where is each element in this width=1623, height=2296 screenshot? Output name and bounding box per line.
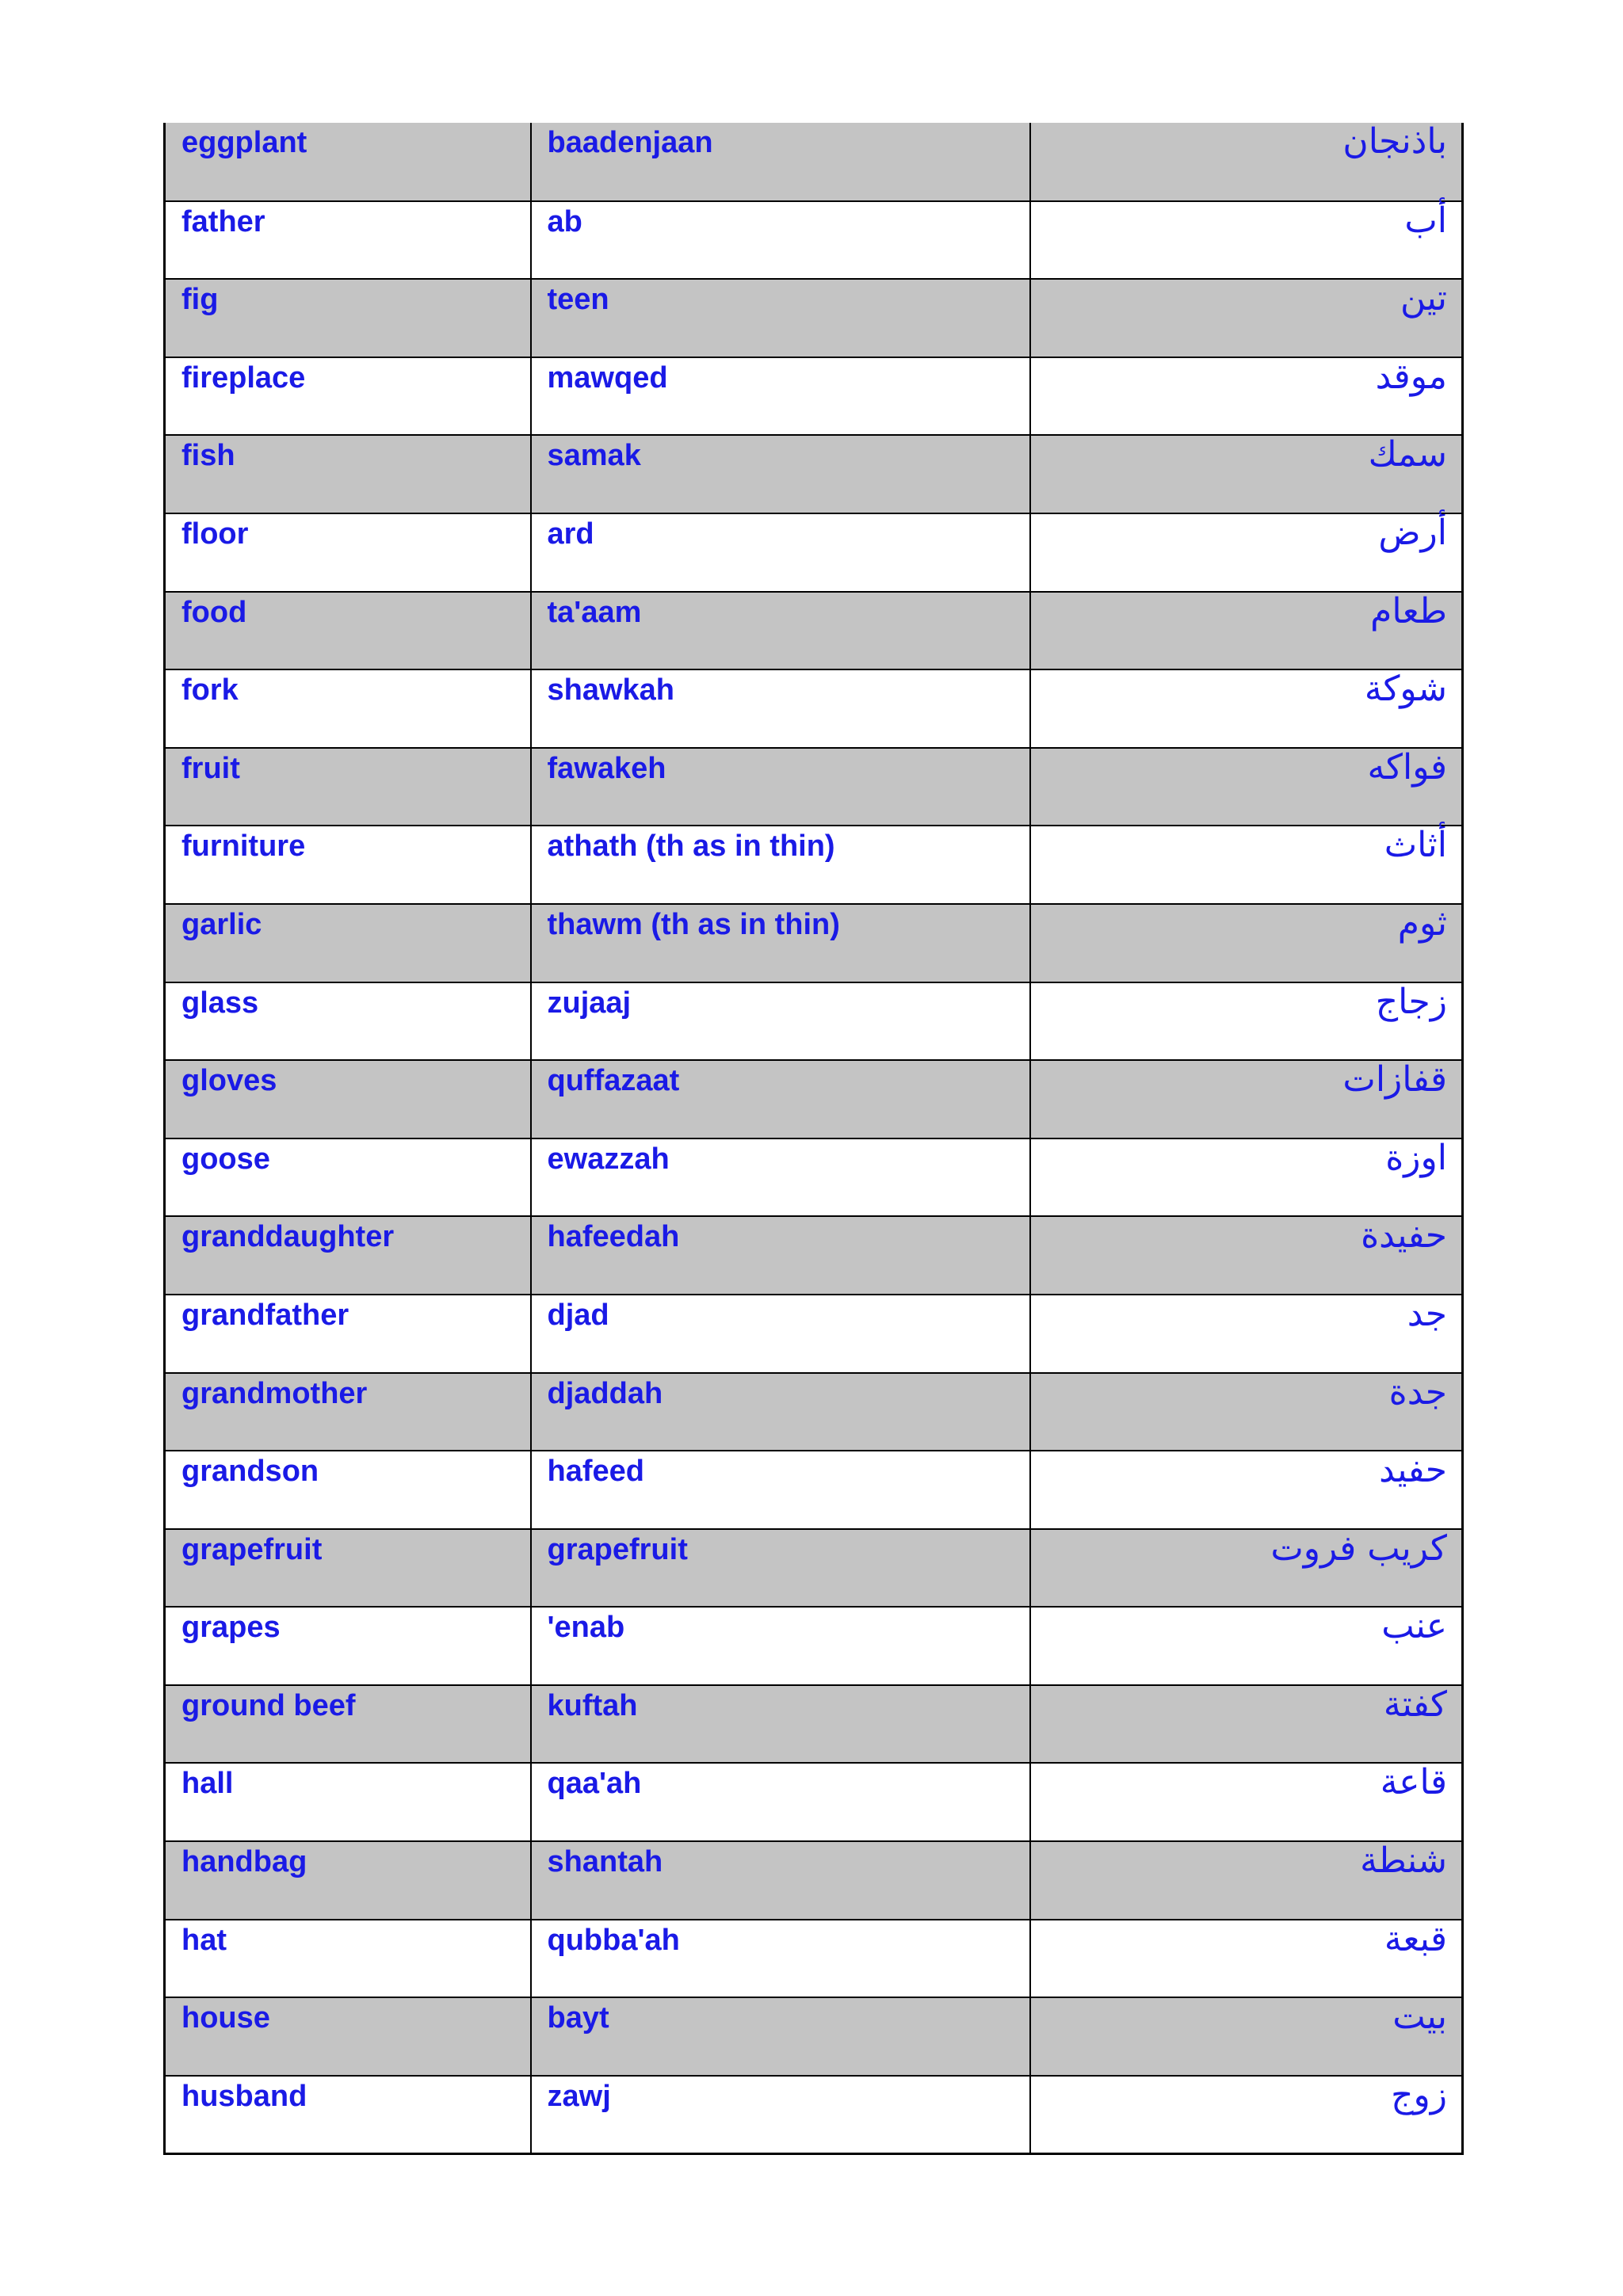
arabic-cell xyxy=(1030,1138,1463,1217)
arabic-word: موقد xyxy=(1375,356,1447,397)
english-cell xyxy=(165,748,531,826)
arabic-word: كريب فروت xyxy=(1270,1527,1447,1569)
english-word: grandfather xyxy=(181,1298,349,1332)
transliteration-cell xyxy=(531,513,1030,592)
english-cell xyxy=(165,1841,531,1920)
transliteration-word: grapefruit xyxy=(547,1532,688,1566)
transliteration-word: ab xyxy=(547,204,582,238)
transliteration-cell xyxy=(531,2076,1030,2154)
arabic-cell xyxy=(1030,1295,1463,1373)
transliteration-word: hafeed xyxy=(547,1455,644,1489)
arabic-word: قبعة xyxy=(1384,1918,1447,1959)
arabic-word: شنطة xyxy=(1360,1840,1447,1882)
english-word: grandmother xyxy=(181,1376,368,1410)
english-cell xyxy=(165,513,531,592)
english-cell xyxy=(165,669,531,748)
arabic-word: فواكه xyxy=(1367,746,1447,788)
table-row xyxy=(165,357,1463,436)
table-row xyxy=(165,513,1463,592)
arabic-cell xyxy=(1030,123,1463,201)
arabic-cell xyxy=(1030,1841,1463,1920)
vocabulary-table xyxy=(163,123,1464,2155)
transliteration-word: kuftah xyxy=(547,1688,638,1722)
arabic-cell xyxy=(1030,2076,1463,2154)
transliteration-word: thawm (th as in thin) xyxy=(547,907,840,941)
arabic-cell xyxy=(1030,669,1463,748)
arabic-word: عنب xyxy=(1381,1606,1447,1647)
arabic-cell xyxy=(1030,904,1463,982)
transliteration-cell xyxy=(531,279,1030,357)
english-cell xyxy=(165,1373,531,1451)
english-word: fish xyxy=(181,439,235,473)
english-word: grandson xyxy=(181,1455,319,1489)
arabic-cell xyxy=(1030,1997,1463,2076)
transliteration-word: baadenjaan xyxy=(547,126,713,159)
table-row xyxy=(165,904,1463,982)
arabic-word: جد xyxy=(1407,1293,1447,1334)
transliteration-cell xyxy=(531,669,1030,748)
transliteration-cell xyxy=(531,435,1030,513)
arabic-word: شوكة xyxy=(1364,669,1447,710)
table-row xyxy=(165,1216,1463,1295)
arabic-cell xyxy=(1030,357,1463,436)
table-row xyxy=(165,1920,1463,1998)
english-cell xyxy=(165,123,531,201)
table-row xyxy=(165,982,1463,1061)
transliteration-word: qaa'ah xyxy=(547,1767,642,1801)
table-row xyxy=(165,826,1463,904)
english-cell xyxy=(165,1607,531,1685)
english-word: granddaughter xyxy=(181,1220,395,1254)
transliteration-word: qubba'ah xyxy=(547,1923,680,1957)
arabic-word: طعام xyxy=(1370,590,1447,631)
english-word: eggplant xyxy=(181,126,307,159)
english-cell xyxy=(165,904,531,982)
transliteration-cell xyxy=(531,1763,1030,1841)
arabic-cell xyxy=(1030,1373,1463,1451)
transliteration-word: shantah xyxy=(547,1845,663,1879)
transliteration-word: zawj xyxy=(547,2079,611,2113)
arabic-word: حفيد xyxy=(1379,1450,1447,1491)
arabic-word: بيت xyxy=(1392,1997,1447,2038)
arabic-word: أرض xyxy=(1378,512,1447,553)
arabic-cell xyxy=(1030,1685,1463,1764)
english-word: hall xyxy=(181,1767,234,1801)
english-cell xyxy=(165,1997,531,2076)
arabic-word: زجاج xyxy=(1375,981,1447,1022)
arabic-cell xyxy=(1030,1607,1463,1685)
english-cell xyxy=(165,1685,531,1764)
arabic-word: حفيدة xyxy=(1361,1215,1447,1257)
transliteration-cell xyxy=(531,1060,1030,1138)
english-cell xyxy=(165,357,531,436)
arabic-cell xyxy=(1030,982,1463,1061)
arabic-cell xyxy=(1030,748,1463,826)
transliteration-cell xyxy=(531,826,1030,904)
english-word: ground beef xyxy=(181,1688,356,1722)
english-cell xyxy=(165,1216,531,1295)
transliteration-word: djad xyxy=(547,1298,609,1332)
transliteration-cell xyxy=(531,1997,1030,2076)
arabic-cell xyxy=(1030,592,1463,670)
english-cell xyxy=(165,1529,531,1608)
english-word: garlic xyxy=(181,907,262,941)
english-word: fork xyxy=(181,673,239,707)
arabic-word: أب xyxy=(1404,200,1447,241)
arabic-word: تين xyxy=(1400,278,1447,319)
transliteration-cell xyxy=(531,592,1030,670)
table-row xyxy=(165,1763,1463,1841)
english-cell xyxy=(165,279,531,357)
english-word: husband xyxy=(181,2079,307,2113)
transliteration-cell xyxy=(531,1607,1030,1685)
transliteration-word: ard xyxy=(547,517,594,551)
arabic-cell xyxy=(1030,201,1463,280)
transliteration-word: shawkah xyxy=(547,673,675,707)
transliteration-cell xyxy=(531,201,1030,280)
arabic-cell xyxy=(1030,1060,1463,1138)
table-row xyxy=(165,1607,1463,1685)
english-word: fruit xyxy=(181,751,240,785)
table-row xyxy=(165,279,1463,357)
arabic-cell xyxy=(1030,279,1463,357)
transliteration-cell xyxy=(531,1841,1030,1920)
english-word: grapefruit xyxy=(181,1532,323,1566)
transliteration-cell xyxy=(531,1685,1030,1764)
english-word: fireplace xyxy=(181,360,306,395)
transliteration-cell xyxy=(531,123,1030,201)
transliteration-cell xyxy=(531,1920,1030,1998)
table-row xyxy=(165,669,1463,748)
english-cell xyxy=(165,201,531,280)
transliteration-cell xyxy=(531,1138,1030,1217)
transliteration-cell xyxy=(531,904,1030,982)
english-word: furniture xyxy=(181,830,306,864)
arabic-cell xyxy=(1030,826,1463,904)
english-word: father xyxy=(181,204,265,238)
table-row xyxy=(165,592,1463,670)
transliteration-word: teen xyxy=(547,283,609,317)
transliteration-cell xyxy=(531,1529,1030,1608)
arabic-word: جدة xyxy=(1388,1371,1447,1413)
table-row xyxy=(165,435,1463,513)
arabic-cell xyxy=(1030,1763,1463,1841)
table-row xyxy=(165,1529,1463,1608)
transliteration-word: athath (th as in thin) xyxy=(547,830,835,864)
transliteration-word: fawakeh xyxy=(547,751,666,785)
english-cell xyxy=(165,435,531,513)
english-word: food xyxy=(181,595,247,629)
english-word: fig xyxy=(181,283,219,317)
table-row xyxy=(165,123,1463,201)
arabic-cell xyxy=(1030,1451,1463,1529)
transliteration-word: quffazaat xyxy=(547,1064,680,1098)
table-row xyxy=(165,1997,1463,2076)
table-row xyxy=(165,1295,1463,1373)
english-cell xyxy=(165,1295,531,1373)
english-cell xyxy=(165,1451,531,1529)
english-word: goose xyxy=(181,1142,270,1176)
english-word: house xyxy=(181,2001,270,2035)
arabic-cell xyxy=(1030,1920,1463,1998)
english-word: handbag xyxy=(181,1845,307,1879)
transliteration-cell xyxy=(531,1451,1030,1529)
transliteration-word: samak xyxy=(547,439,641,473)
arabic-cell xyxy=(1030,513,1463,592)
table-row xyxy=(165,1138,1463,1217)
table-row xyxy=(165,2076,1463,2154)
arabic-cell xyxy=(1030,1529,1463,1608)
transliteration-cell xyxy=(531,1216,1030,1295)
english-word: gloves xyxy=(181,1064,277,1098)
english-word: grapes xyxy=(181,1611,281,1645)
arabic-word: قاعة xyxy=(1380,1762,1447,1803)
transliteration-cell xyxy=(531,982,1030,1061)
english-cell xyxy=(165,1763,531,1841)
arabic-cell xyxy=(1030,1216,1463,1295)
arabic-word: أثاث xyxy=(1384,825,1447,866)
english-cell xyxy=(165,2076,531,2154)
table-row xyxy=(165,1060,1463,1138)
table-row xyxy=(165,1451,1463,1529)
transliteration-word: ewazzah xyxy=(547,1142,670,1176)
transliteration-cell xyxy=(531,1295,1030,1373)
english-cell xyxy=(165,1138,531,1217)
transliteration-word: zujaaj xyxy=(547,986,632,1020)
arabic-cell xyxy=(1030,435,1463,513)
english-word: floor xyxy=(181,517,249,551)
table-row xyxy=(165,201,1463,280)
table-row xyxy=(165,1373,1463,1451)
arabic-word: ثوم xyxy=(1397,902,1447,944)
transliteration-word: djaddah xyxy=(547,1376,663,1410)
transliteration-cell xyxy=(531,748,1030,826)
arabic-word: كفتة xyxy=(1383,1684,1447,1725)
transliteration-cell xyxy=(531,1373,1030,1451)
arabic-word: زوج xyxy=(1391,2074,1447,2115)
english-word: hat xyxy=(181,1923,227,1957)
transliteration-word: hafeedah xyxy=(547,1220,680,1254)
english-cell xyxy=(165,982,531,1061)
table-row xyxy=(165,1841,1463,1920)
english-word: glass xyxy=(181,986,259,1020)
transliteration-word: 'enab xyxy=(547,1611,625,1645)
transliteration-word: ta'aam xyxy=(547,595,642,629)
arabic-word: سمك xyxy=(1368,434,1447,475)
table-row xyxy=(165,748,1463,826)
arabic-word: قفازات xyxy=(1342,1059,1447,1100)
transliteration-cell xyxy=(531,357,1030,436)
arabic-word: اوزة xyxy=(1385,1137,1447,1178)
vocabulary-table-body xyxy=(165,123,1463,2153)
english-cell xyxy=(165,592,531,670)
table-row xyxy=(165,1685,1463,1764)
english-cell xyxy=(165,1060,531,1138)
transliteration-word: bayt xyxy=(547,2001,609,2035)
arabic-word: باذنجان xyxy=(1342,121,1447,162)
transliteration-word: mawqed xyxy=(547,360,668,395)
english-cell xyxy=(165,826,531,904)
english-cell xyxy=(165,1920,531,1998)
